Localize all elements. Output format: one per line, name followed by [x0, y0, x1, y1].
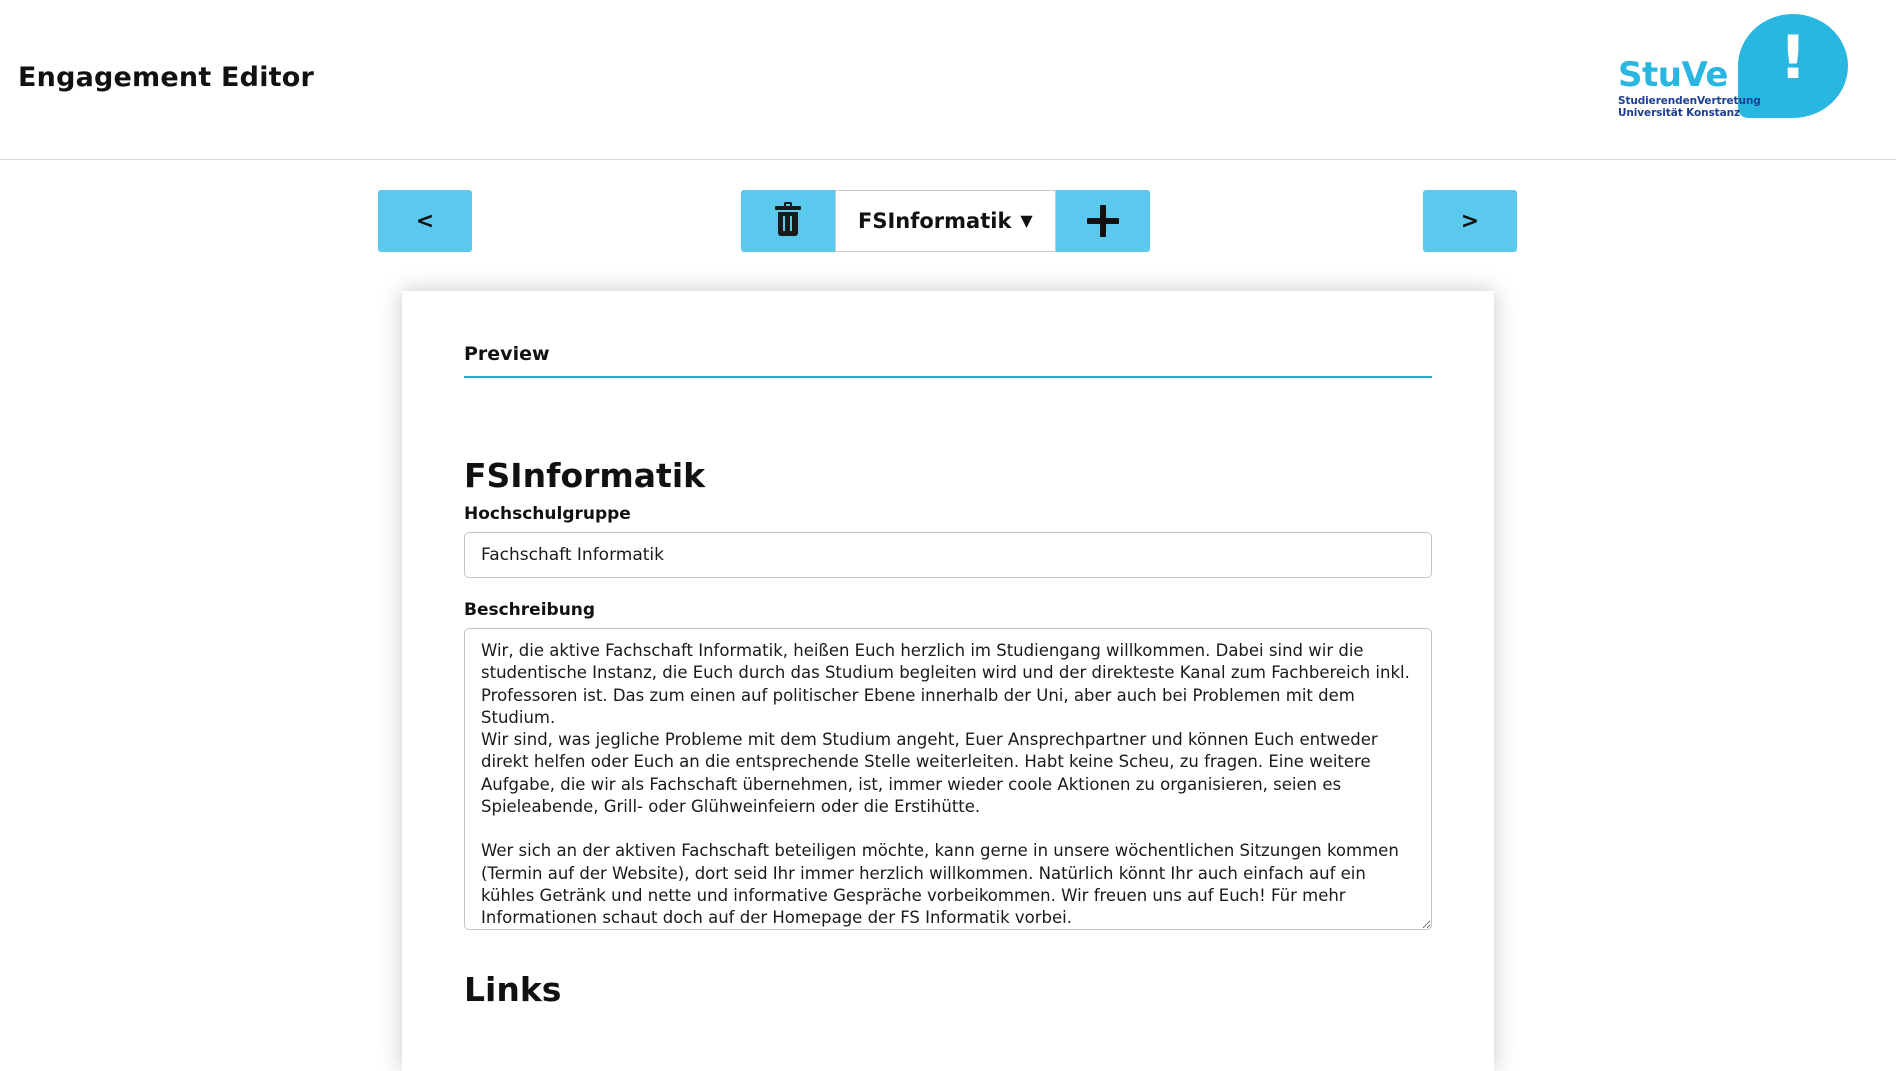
toolbar	[0, 160, 1896, 270]
prev-button[interactable]: <	[378, 190, 472, 252]
next-button[interactable]: >	[1423, 190, 1517, 252]
group-select[interactable]	[835, 190, 1056, 252]
preview-card	[402, 291, 1494, 1071]
group-controls	[741, 190, 1150, 252]
chevron-down-icon: ▼	[1020, 211, 1033, 230]
group-title: FSInformatik	[464, 456, 706, 495]
group-select-value: FSInformatik	[858, 209, 1012, 233]
logo-wordmark: StuVe	[1618, 55, 1728, 95]
links-heading: Links	[464, 970, 562, 1009]
name-input[interactable]	[464, 532, 1432, 578]
trash-icon	[775, 206, 801, 236]
logo-subtitle-1: StudierendenVertretung	[1618, 95, 1761, 107]
app-header	[0, 0, 1896, 160]
delete-button[interactable]	[741, 190, 835, 252]
stuve-logo	[1618, 8, 1858, 128]
logo-exclamation: !	[1779, 23, 1807, 93]
page-title: Engagement Editor	[18, 62, 315, 93]
plus-icon	[1087, 205, 1119, 237]
logo-text	[1618, 55, 1761, 120]
description-field-label: Beschreibung	[464, 600, 596, 620]
logo-subtitle-2: Universität Konstanz	[1618, 107, 1740, 120]
description-textarea[interactable]	[464, 628, 1432, 930]
add-button[interactable]	[1056, 190, 1150, 252]
preview-heading: Preview	[464, 343, 1432, 378]
name-field-label: Hochschulgruppe	[464, 504, 631, 524]
